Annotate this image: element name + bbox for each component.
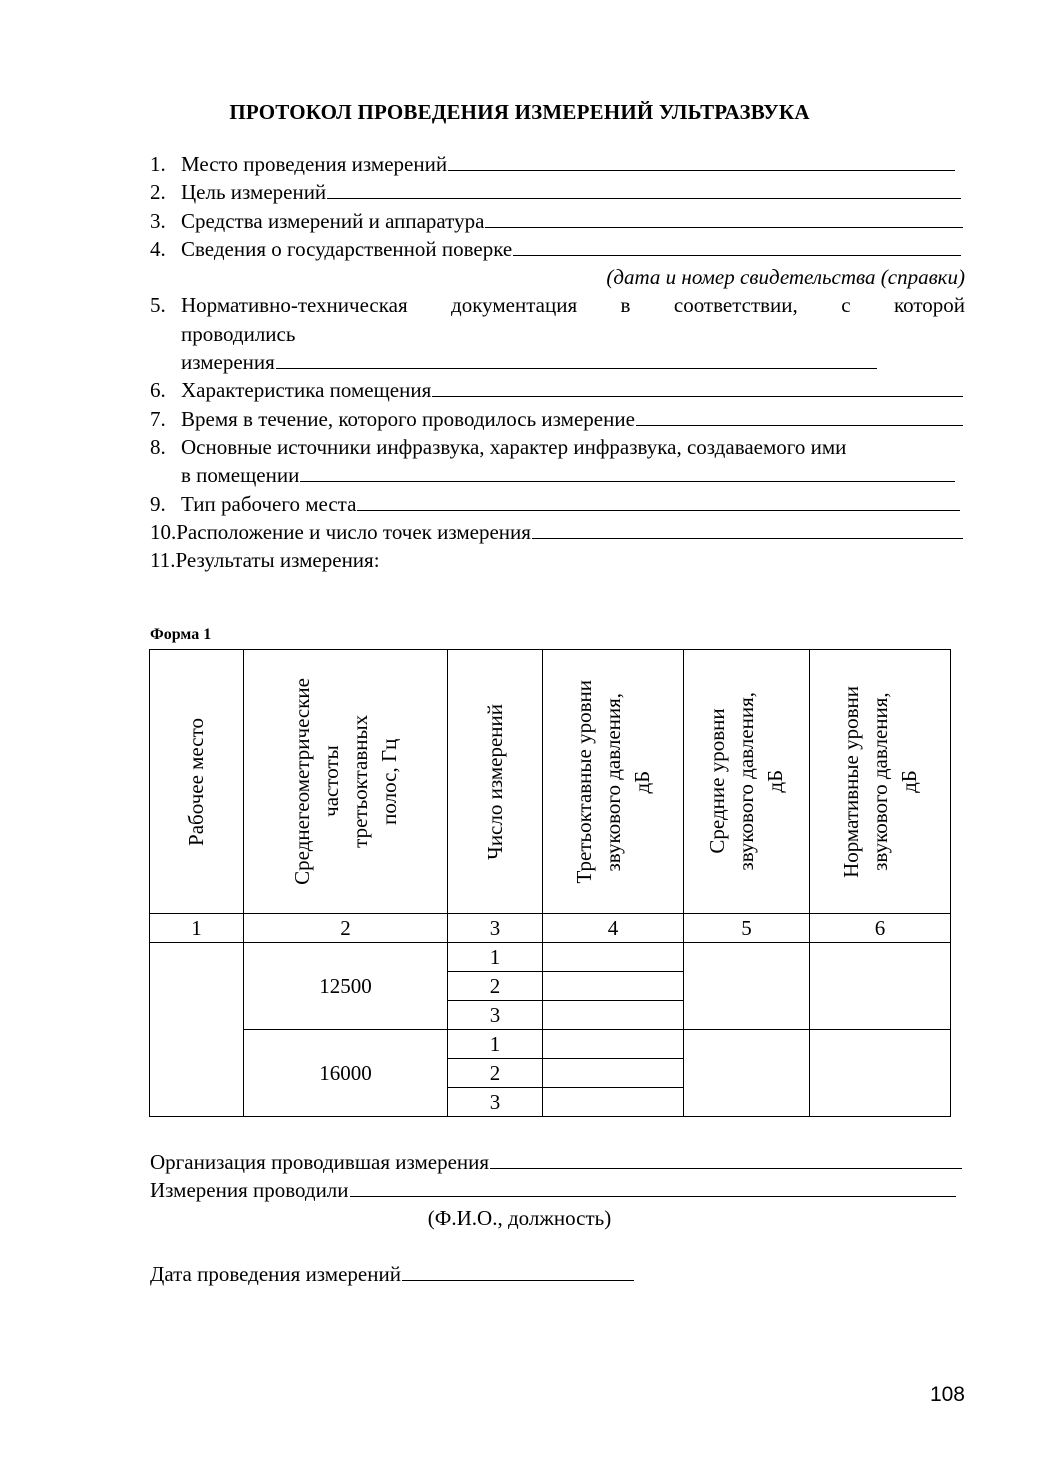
item-text: [181, 291, 965, 319]
measurement-number: 1: [448, 1030, 543, 1059]
word: в: [620, 293, 631, 318]
fill-line[interactable]: [432, 378, 963, 397]
performed-by-line: [150, 1176, 962, 1204]
item-number: 5.: [150, 293, 166, 318]
item-text: Расположение и число точек измерения: [176, 519, 531, 544]
footer-text: Измерения проводили: [150, 1178, 349, 1202]
item-text: Место проведения измерений: [181, 152, 448, 176]
word: Нормативно-техническая: [181, 293, 408, 318]
fill-line[interactable]: [350, 1178, 956, 1197]
measurement-number: 3: [448, 1001, 543, 1030]
page-number: 108: [929, 1383, 965, 1406]
average-cell[interactable]: [684, 1030, 810, 1117]
item-5: [150, 291, 965, 319]
item-1: [150, 150, 965, 178]
item-2: [150, 178, 965, 206]
third-octave-cell[interactable]: [543, 1088, 684, 1117]
word: документация: [451, 293, 578, 318]
results-table: [149, 649, 951, 1117]
average-cell[interactable]: [684, 943, 810, 1030]
item-text: в помещении: [181, 463, 300, 488]
item-number: 3.: [150, 208, 166, 233]
item-text: Основные источники инфразвука, характер инфразвука, создаваемого ими: [181, 434, 847, 459]
header-row: [150, 650, 951, 914]
verification-note: (дата и номер свидетельства (справки): [606, 265, 965, 290]
document-title: ПРОТОКОЛ ПРОВЕДЕНИЯ ИЗМЕРЕНИЙ УЛЬТРАЗВУКА: [229, 100, 810, 124]
measurement-number: 2: [448, 972, 543, 1001]
item-10: [150, 518, 965, 546]
item-number: 7.: [150, 406, 166, 431]
footer-block: [150, 1148, 962, 1204]
date-block: [150, 1260, 962, 1288]
fill-line[interactable]: [327, 180, 961, 199]
normative-cell[interactable]: [810, 1030, 951, 1117]
item-text: Цель измерений: [181, 180, 327, 205]
fill-line[interactable]: [485, 209, 963, 228]
fill-line[interactable]: [448, 152, 955, 171]
item-number: 10.: [150, 519, 177, 544]
item-5-line-3: [150, 348, 965, 376]
third-octave-cell[interactable]: [543, 972, 684, 1001]
item-number: 4.: [150, 236, 166, 261]
header-third-octave: Третьоктавные уровни звукового давления, дБ: [543, 650, 684, 914]
third-octave-cell[interactable]: [543, 1001, 684, 1030]
header-workplace: Рабочее место: [150, 650, 244, 914]
fill-line[interactable]: [636, 407, 963, 426]
protocol-items: [150, 150, 965, 574]
header-frequency: Среднегеометрические частоты третьоктавных полос, Гц: [244, 650, 448, 914]
header-count: Число измерений: [448, 650, 543, 914]
third-octave-cell[interactable]: [543, 1059, 684, 1088]
footer-text: Дата проведения измерений: [150, 1262, 401, 1286]
item-11: [150, 546, 965, 574]
column-number: 1: [150, 914, 244, 943]
date-line: [150, 1260, 962, 1288]
measurement-number: 1: [448, 943, 543, 972]
fill-line[interactable]: [490, 1150, 962, 1169]
form-label: Форма 1: [150, 626, 212, 643]
org-line: [150, 1148, 962, 1176]
measurement-number: 2: [448, 1059, 543, 1088]
measurement-number: 3: [448, 1088, 543, 1117]
item-number: 8.: [150, 434, 166, 459]
item-text: Время в течение, которого проводилось измерение: [181, 406, 635, 431]
frequency-cell: 12500: [244, 943, 448, 1030]
table-row: [150, 943, 951, 972]
item-text: Сведения о государственной поверке: [181, 236, 513, 261]
fill-line[interactable]: [276, 350, 877, 369]
item-9: [150, 490, 965, 518]
item-number: 1.: [150, 152, 166, 176]
third-octave-cell[interactable]: [543, 943, 684, 972]
header-normative: Нормативные уровни звукового давления, дБ: [810, 650, 951, 914]
fill-line[interactable]: [357, 492, 960, 511]
item-8: [150, 433, 965, 461]
fill-line[interactable]: [402, 1262, 634, 1281]
word: которой: [893, 293, 965, 318]
column-number: 2: [244, 914, 448, 943]
frequency-cell: 16000: [244, 1030, 448, 1117]
item-8-line-2: [150, 461, 965, 489]
item-text: Тип рабочего места: [181, 491, 357, 516]
word: с: [841, 293, 851, 318]
column-number: 6: [810, 914, 951, 943]
fill-line[interactable]: [300, 463, 955, 482]
footer-text: Организация проводившая измерения: [150, 1150, 490, 1174]
third-octave-cell[interactable]: [543, 1030, 684, 1059]
item-text: Средства измерений и аппаратура: [181, 208, 485, 233]
table-row: [150, 1030, 951, 1059]
fill-line[interactable]: [513, 237, 961, 256]
item-5-line-2: проводились: [181, 321, 296, 346]
item-number: 6.: [150, 378, 166, 403]
fio-note: (Ф.И.О., должность): [427, 1206, 612, 1230]
column-number: 5: [684, 914, 810, 943]
column-number: 4: [543, 914, 684, 943]
item-text: Характеристика помещения: [181, 378, 432, 403]
column-number-row: [150, 914, 951, 943]
item-number: 2.: [150, 180, 166, 205]
item-number: 9.: [150, 491, 166, 516]
item-text: измерения: [181, 350, 275, 375]
header-average: Средние уровни звукового давления, дБ: [684, 650, 810, 914]
item-3: [150, 207, 965, 235]
column-number: 3: [448, 914, 543, 943]
normative-cell[interactable]: [810, 943, 951, 1030]
item-text: Результаты измерения:: [175, 548, 380, 573]
item-number: 11.: [150, 548, 176, 573]
item-4: [150, 235, 965, 263]
fill-line[interactable]: [532, 520, 963, 539]
workplace-cell[interactable]: [150, 943, 244, 1117]
item-7: [150, 405, 965, 433]
word: соответствии,: [673, 293, 798, 318]
item-6: [150, 376, 965, 404]
